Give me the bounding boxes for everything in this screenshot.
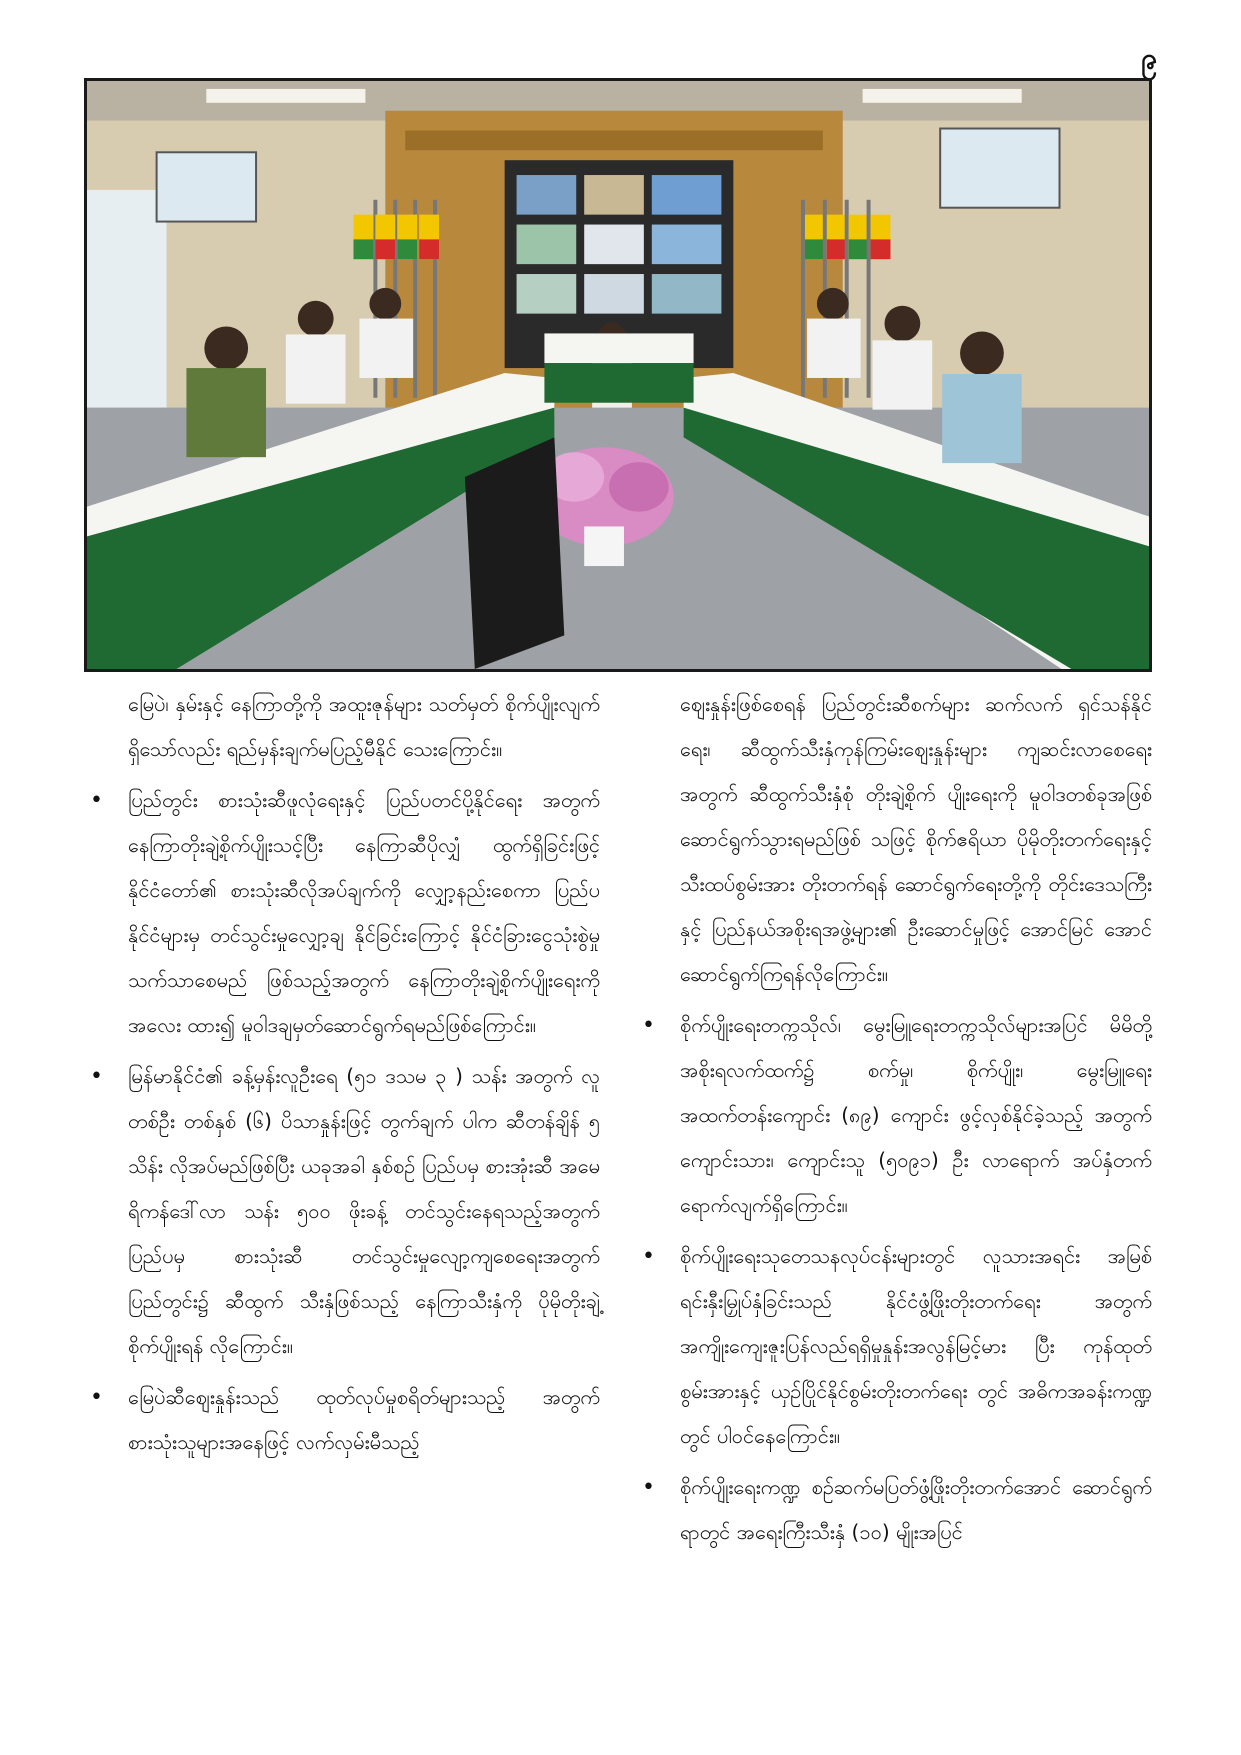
- list-item-text: မြေပဲဆီဈေးနှုန်းသည် ထုတ်လုပ်မှုစရိတ်များသည့် အတွက် စားသုံးသူများအနေဖြင့် လက်လှမ်းမီသည့်: [128, 1385, 600, 1454]
- list-item: [642, 1465, 1152, 1555]
- meeting-photo: [84, 78, 1152, 672]
- left-column: [90, 682, 600, 1471]
- page-number: ၉: [1141, 42, 1157, 75]
- list-item: [642, 1003, 1152, 1228]
- list-item: [90, 1375, 600, 1465]
- list-item-text: မြန်မာနိုင်ငံ၏ ခန့်မှန်းလူဦးရေ (၅၁ ဒသမ ၃ ) သန်း အတွက် လူတစ်ဦး တစ်နှစ် (၆) ပိသာနှုန်းဖြင့် တွက်ချက် ပါက ဆီတန်ချိန် ၅ သိန်း လိုအပ်မည်ဖြစ်ပြီး ယခုအခါ နှစ်စဉ် ပြည်ပမှ စားအုံးဆီ အမေရိကန်ဒေါ်လာ သန်း ၅၀၀ ဖိုးခန့် တင်သွင်းနေရသည့်အတွက် ပြည်ပမှ စားသုံးဆီ တင်သွင်းမှုလျော့ကျစေရေးအတွက် ပြည်တွင်း၌ ဆီထွက် သီးနှံဖြစ်သည့် နေကြာသီးနှံကို ပိုမိုတိုးချဲ့စိုက်ပျိုးရန် လိုကြောင်း။: [128, 1064, 600, 1358]
- bullet-icon: •: [90, 788, 103, 813]
- bullet-icon: •: [642, 1244, 655, 1269]
- bullet-icon: •: [90, 1385, 103, 1410]
- right-column: [642, 682, 1152, 1561]
- list-item-text: စိုက်ပျိုးရေးတက္ကသိုလ်၊ မွေးမြူရေးတက္ကသိုလ်များအပြင် မိမိတို့အစိုးရလက်ထက်၌ စက်မှု၊ စိုက်ပျိုး၊ မွေးမြူရေး အထက်တန်းကျောင်း (၈၉) ကျောင်း ဖွင့်လှစ်နိုင်ခဲ့သည့် အတွက် ကျောင်းသား၊ ကျောင်းသူ (၅၀၉၁) ဦး လာရောက် အပ်နှံတက်ရောက်လျက်ရှိကြောင်း။: [680, 1013, 1152, 1217]
- list-item: [90, 778, 600, 1048]
- bullet-icon: •: [90, 1064, 103, 1089]
- list-item-text: စိုက်ပျိုးရေးသုတေသနလုပ်ငန်းများတွင် လူသားအရင်း အမြစ်ရင်းနှီးမြှုပ်နှံခြင်းသည် နိုင်ငံဖွံ့ဖြိုးတိုးတက်ရေး အတွက် အကျိုးကျေးဇူးပြန်လည်ရရှိမှုနှုန်းအလွန်မြင့်မား ပြီး ကုန်ထုတ်စွမ်းအားနှင့် ယှဉ်ပြိုင်နိုင်စွမ်းတိုးတက်ရေး တွင် အဓိကအခန်းကဏ္ဍတွင် ပါဝင်နေကြောင်း။: [680, 1244, 1152, 1448]
- list-item: [90, 1054, 600, 1369]
- right-continuation-paragraph: ဈေးနှုန်းဖြစ်စေရန် ပြည်တွင်းဆီစက်များ ဆက်လက် ရှင်သန်နိုင်ရေး၊ ဆီထွက်သီးနှံကုန်ကြမ်းဈေးနှုန်းများ ကျဆင်းလာစေရေးအတွက် ဆီထွက်သီးနှံစုံ တိုးချဲ့စိုက် ပျိုးရေးကို မူဝါဒတစ်ခုအဖြစ် ဆောင်ရွက်သွားရမည်ဖြစ် သဖြင့် စိုက်ဧရိယာ ပိုမိုတိုးတက်ရေးနှင့် သီးထပ်စွမ်းအား တိုးတက်ရန် ဆောင်ရွက်ရေးတို့ကို တိုင်းဒေသကြီးနှင့် ပြည်နယ်အစိုးရအဖွဲ့များ၏ ဦးဆောင်မှုဖြင့် အောင်မြင် အောင် ဆောင်ရွက်ကြရန်လိုကြောင်း။: [680, 692, 1152, 986]
- list-item-text: ပြည်တွင်း စားသုံးဆီဖူလုံရေးနှင့် ပြည်ပတင်ပို့နိုင်ရေး အတွက် နေကြာတိုးချဲ့စိုက်ပျိုးသင့်ပြီး နေကြာဆီပိုလျှံ ထွက်ရှိခြင်းဖြင့် နိုင်ငံတော်၏ စားသုံးဆီလိုအပ်ချက်ကို လျှော့နည်းစေကာ ပြည်ပနိုင်ငံများမှ တင်သွင်းမှုလျှော့ချ နိုင်ခြင်းကြောင့် နိုင်ငံခြားငွေသုံးစွဲမှု သက်သာစေမည် ဖြစ်သည့်အတွက် နေကြာတိုးချဲ့စိုက်ပျိုးရေးကို အလေး ထား၍ မူဝါဒချမှတ်ဆောင်ရွက်ရမည်ဖြစ်ကြောင်း။: [128, 788, 600, 1037]
- bullet-icon: •: [642, 1475, 655, 1500]
- meeting-photo-illustration: [87, 81, 1149, 669]
- left-continuation-paragraph: မြေပဲ၊ နှမ်းနှင့် နေကြာတို့ကို အထူးဇုန်များ သတ်မှတ် စိုက်ပျိုးလျက်ရှိသော်လည်း ရည်မှန်းချက်မပြည့်မီနိုင် သေးကြောင်း။: [128, 692, 600, 761]
- list-item-text: စိုက်ပျိုးရေးကဏ္ဍ စဉ်ဆက်မပြတ်ဖွံ့ဖြိုးတိုးတက်အောင် ဆောင်ရွက်ရာတွင် အရေးကြီးသီးနှံ (၁၀) မျိုးအပြင်: [680, 1475, 1152, 1544]
- list-item: [642, 1234, 1152, 1459]
- bullet-icon: •: [642, 1013, 655, 1038]
